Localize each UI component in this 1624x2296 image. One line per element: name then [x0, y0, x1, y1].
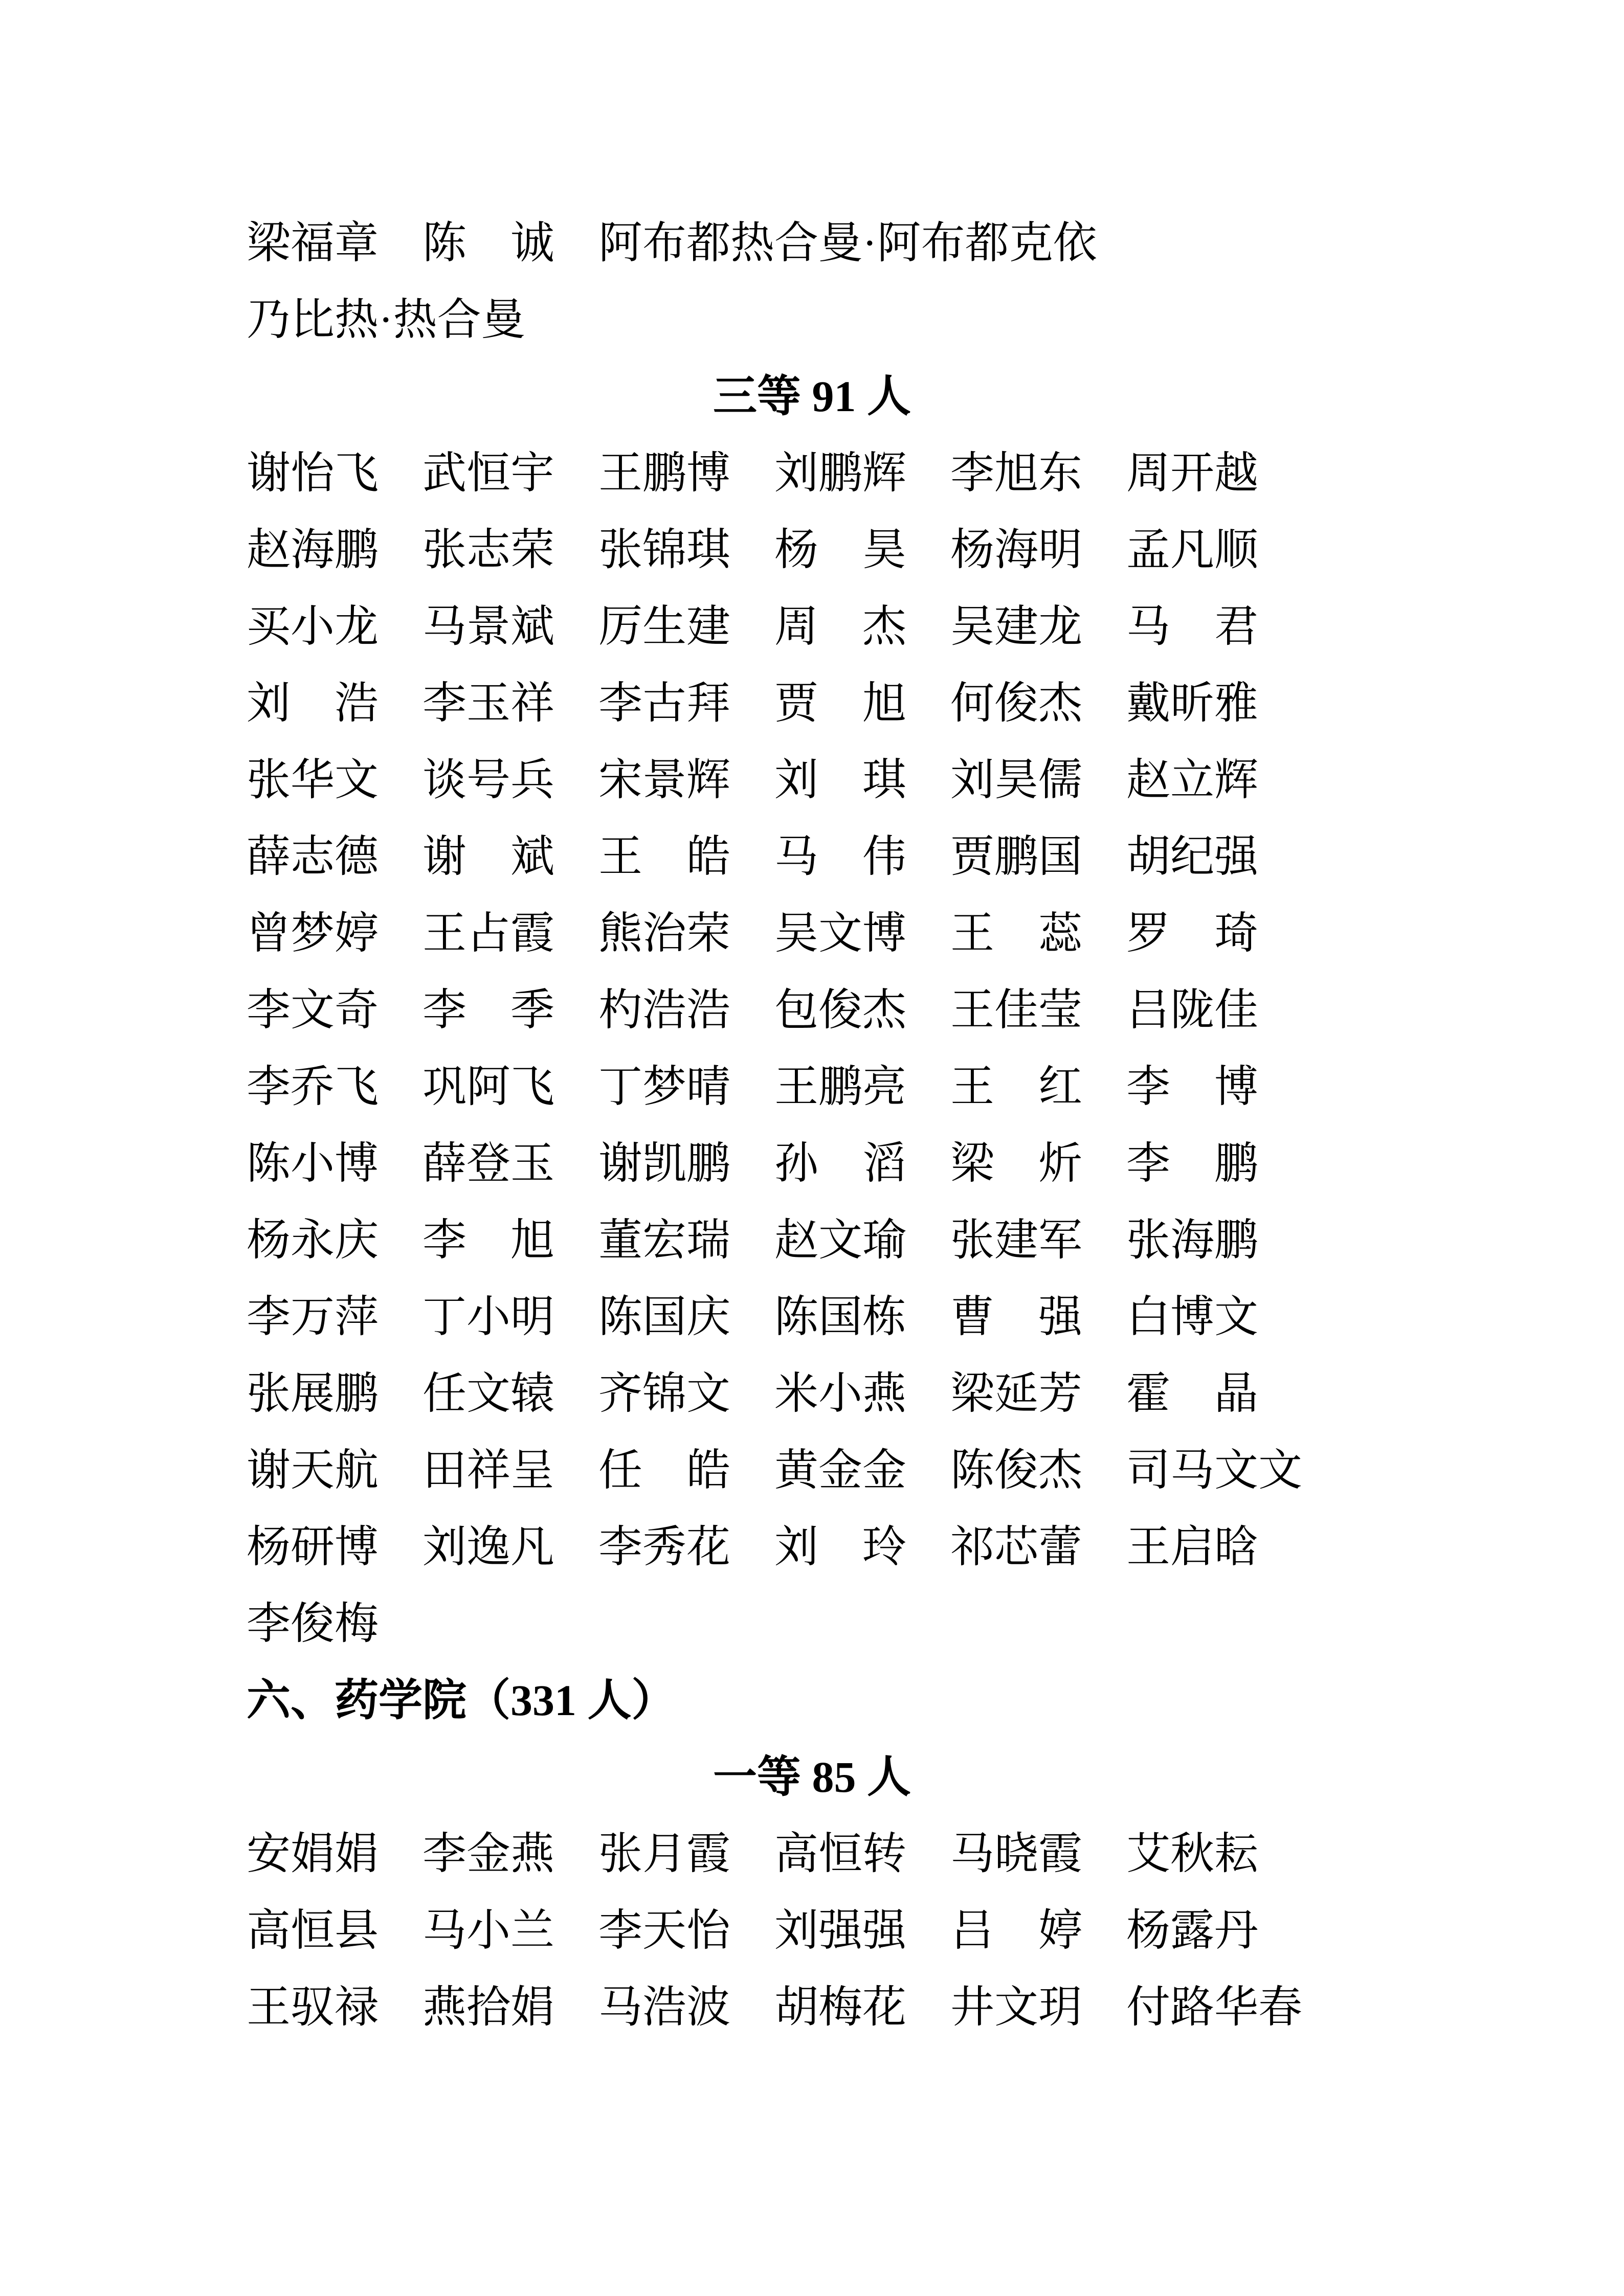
student-name: 田祥呈 [422, 1446, 554, 1495]
student-name: 梁 炘 [950, 1139, 1082, 1188]
student-name: 马晓霞 [950, 1829, 1082, 1878]
student-name: 马景斌 [422, 602, 554, 651]
student-name: 刘鹏辉 [774, 448, 906, 498]
student-name: 薛登玉 [422, 1139, 554, 1188]
student-name: 谢怡飞 [247, 448, 379, 498]
student-name: 李古拜 [598, 679, 730, 728]
student-name: 刘昊儒 [950, 755, 1082, 804]
college-heading: 六、药学院（331 人） [247, 1676, 676, 1725]
student-name: 高恒转 [774, 1829, 906, 1878]
student-name: 杓浩浩 [598, 985, 730, 1034]
student-name: 黄金金 [774, 1446, 906, 1495]
student-name: 熊治荣 [598, 909, 730, 958]
student-name: 赵立辉 [1126, 755, 1258, 804]
student-name: 王驭禄 [247, 1983, 379, 2032]
student-name: 谢凯鹏 [598, 1139, 730, 1188]
student-name: 张建军 [950, 1215, 1082, 1265]
student-name: 祁芯蕾 [950, 1522, 1082, 1571]
student-name: 刘强强 [774, 1906, 906, 1955]
student-name: 罗 琦 [1126, 909, 1258, 958]
student-name: 刘 琪 [774, 755, 906, 804]
student-name: 阿布都热合曼·阿布都克依 [598, 218, 1097, 267]
student-name: 井文玥 [950, 1983, 1082, 2032]
student-name: 李文奇 [247, 985, 379, 1034]
student-name: 谢 斌 [422, 832, 554, 881]
student-name: 吴建龙 [950, 602, 1082, 651]
student-name: 周 杰 [774, 602, 906, 651]
student-name: 米小燕 [774, 1369, 906, 1418]
student-name: 谈号兵 [422, 755, 554, 804]
student-name: 胡纪强 [1126, 832, 1258, 881]
student-name: 张月霞 [598, 1829, 730, 1878]
names-row [0, 1432, 1624, 1509]
student-name: 薛志德 [247, 832, 379, 881]
student-name: 厉生建 [598, 602, 730, 651]
student-name: 马 伟 [774, 832, 906, 881]
student-name: 马浩波 [598, 1983, 730, 2032]
student-name: 李俊梅 [247, 1599, 379, 1648]
student-name: 付路华春 [1126, 1983, 1302, 2032]
names-row [0, 1355, 1624, 1432]
student-name: 李 旭 [422, 1215, 554, 1265]
student-name: 李秀花 [598, 1522, 730, 1571]
student-name: 丁梦晴 [598, 1062, 730, 1111]
student-name: 任文辕 [422, 1369, 554, 1418]
names-row [0, 511, 1624, 588]
student-name: 宋景辉 [598, 755, 730, 804]
student-name: 赵海鹏 [247, 525, 379, 574]
carryover-row [0, 205, 1624, 281]
student-name: 李天怡 [598, 1906, 730, 1955]
names-row [0, 895, 1624, 972]
names-row [0, 972, 1624, 1048]
student-name: 周开越 [1126, 448, 1258, 498]
student-name: 孙 滔 [774, 1139, 906, 1188]
student-name: 马小兰 [422, 1906, 554, 1955]
student-name: 张展鹏 [247, 1369, 379, 1418]
names-row [0, 1892, 1624, 1969]
student-name: 安娟娟 [247, 1829, 379, 1878]
student-name: 胡梅花 [774, 1983, 906, 2032]
student-name: 王 皓 [598, 832, 730, 881]
names-row [0, 1509, 1624, 1585]
names-row [0, 1585, 1624, 1662]
names-row [0, 1969, 1624, 2045]
names-row [0, 1048, 1624, 1125]
names-row [0, 665, 1624, 741]
names-row [0, 741, 1624, 818]
student-name: 丁小明 [422, 1292, 554, 1341]
student-name: 李金燕 [422, 1829, 554, 1878]
names-row [0, 1202, 1624, 1278]
student-name: 齐锦文 [598, 1369, 730, 1418]
student-name: 曹 强 [950, 1292, 1082, 1341]
student-name: 曾梦婷 [247, 909, 379, 958]
student-name: 李玉祥 [422, 679, 554, 728]
student-name: 李万萍 [247, 1292, 379, 1341]
student-name: 张志荣 [422, 525, 554, 574]
names-row [0, 588, 1624, 665]
student-name: 王鹏博 [598, 448, 730, 498]
student-name: 燕拾娟 [422, 1983, 554, 2032]
student-name: 王 蕊 [950, 909, 1082, 958]
student-name: 梁延芳 [950, 1369, 1082, 1418]
student-name: 张海鹏 [1126, 1215, 1258, 1265]
student-name: 杨露丹 [1126, 1906, 1258, 1955]
student-name: 马 君 [1126, 602, 1258, 651]
student-name: 吕陇佳 [1126, 985, 1258, 1034]
student-name: 王启晗 [1126, 1522, 1258, 1571]
student-name: 杨永庆 [247, 1215, 379, 1265]
names-row [0, 1815, 1624, 1892]
tier1-heading: 一等 85 人 [713, 1752, 911, 1802]
names-row [0, 435, 1624, 511]
student-name: 梁福章 [247, 218, 379, 267]
student-name: 李乔飞 [247, 1062, 379, 1111]
student-name: 王 红 [950, 1062, 1082, 1111]
student-name: 李旭东 [950, 448, 1082, 498]
names-row [0, 1278, 1624, 1355]
student-name: 陈小博 [247, 1139, 379, 1188]
student-name: 白博文 [1126, 1292, 1258, 1341]
student-name: 李 博 [1126, 1062, 1258, 1111]
student-name: 高恒县 [247, 1906, 379, 1955]
student-name: 巩阿飞 [422, 1062, 554, 1111]
student-name: 包俊杰 [774, 985, 906, 1034]
student-name: 杨研博 [247, 1522, 379, 1571]
student-name: 任 皓 [598, 1446, 730, 1495]
student-name: 司马文文 [1126, 1446, 1302, 1495]
student-name: 王佳莹 [950, 985, 1082, 1034]
student-name: 刘 浩 [247, 679, 379, 728]
student-name: 霍 晶 [1126, 1369, 1258, 1418]
student-name: 陈国庆 [598, 1292, 730, 1341]
student-name: 杨 昊 [774, 525, 906, 574]
student-name: 孟凡顺 [1126, 525, 1258, 574]
names-row [0, 818, 1624, 895]
student-name: 张锦琪 [598, 525, 730, 574]
student-name: 吴文博 [774, 909, 906, 958]
student-name: 何俊杰 [950, 679, 1082, 728]
student-name: 张华文 [247, 755, 379, 804]
student-name: 买小龙 [247, 602, 379, 651]
student-name: 刘逸凡 [422, 1522, 554, 1571]
student-name: 乃比热·热合曼 [247, 295, 525, 344]
student-name: 陈 诚 [422, 218, 554, 267]
student-name: 董宏瑞 [598, 1215, 730, 1265]
student-name: 贾 旭 [774, 679, 906, 728]
names-row [0, 1125, 1624, 1202]
student-name: 武恒宇 [422, 448, 554, 498]
student-name: 谢天航 [247, 1446, 379, 1495]
student-name: 吕 婷 [950, 1906, 1082, 1955]
student-name: 王鹏亮 [774, 1062, 906, 1111]
student-name: 王占霞 [422, 909, 554, 958]
student-name: 李 季 [422, 985, 554, 1034]
student-name: 杨海明 [950, 525, 1082, 574]
carryover-row [0, 281, 1624, 358]
tier3-heading: 三等 91 人 [713, 372, 911, 421]
student-name: 艾秋耘 [1126, 1829, 1258, 1878]
student-name: 戴昕雅 [1126, 679, 1258, 728]
student-name: 李 鹏 [1126, 1139, 1258, 1188]
student-name: 陈国栋 [774, 1292, 906, 1341]
student-name: 陈俊杰 [950, 1446, 1082, 1495]
student-name: 贾鹏国 [950, 832, 1082, 881]
student-name: 赵文瑜 [774, 1215, 906, 1265]
student-name: 刘 玲 [774, 1522, 906, 1571]
